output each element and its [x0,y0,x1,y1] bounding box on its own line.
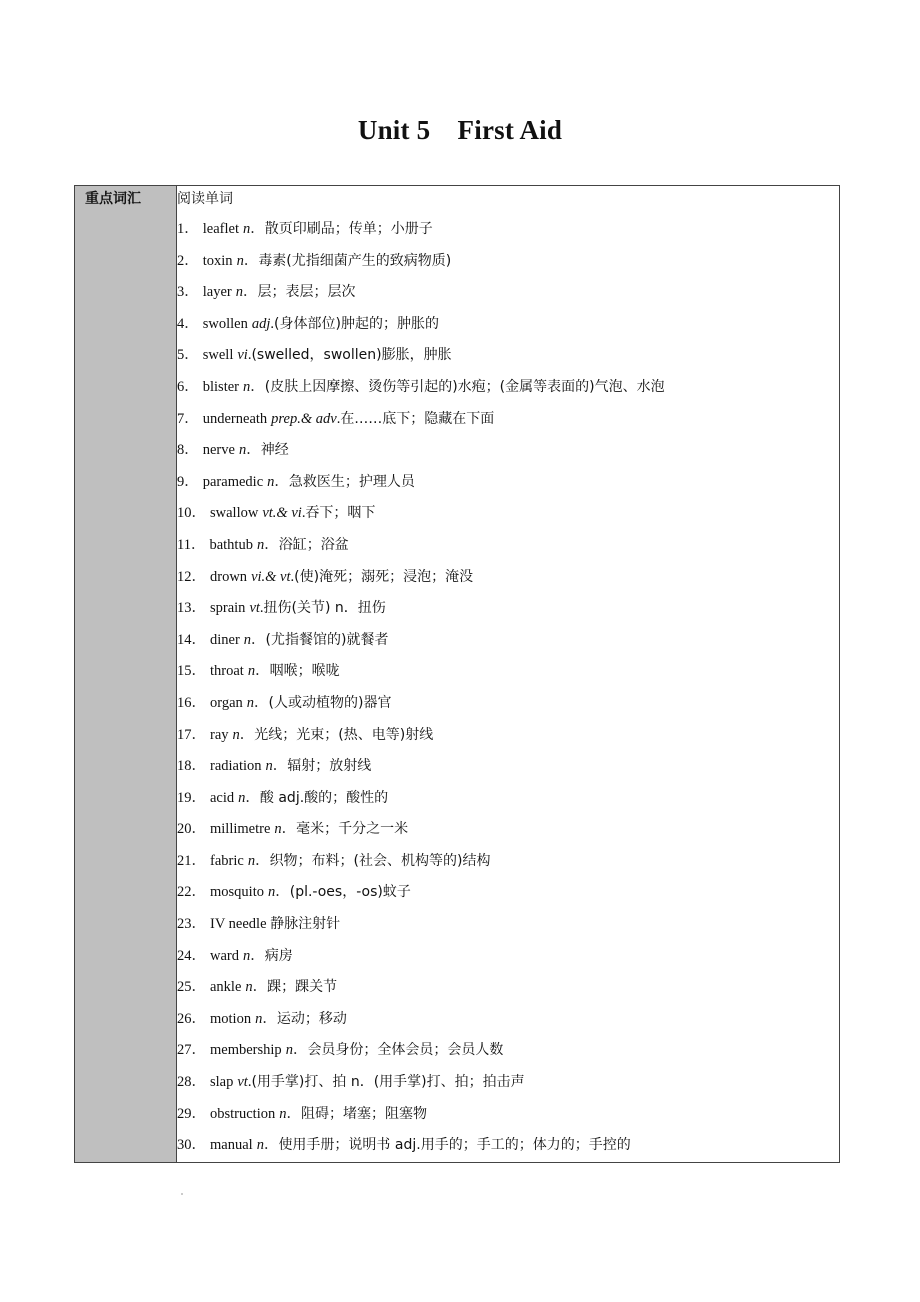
entry-gloss: (尤指餐馆的)就餐者 [265,631,389,648]
category-label: 重点词汇 [85,191,141,207]
entry-number: 24． [177,947,206,964]
vocab-entry [177,404,839,436]
entry-number: 9． [177,473,199,490]
entry-gloss: 酸 adj.酸的；酸性的 [259,789,389,806]
entry-number: 7． [177,410,199,427]
entry-word: sprain [210,600,246,617]
entry-gloss: 光线；光束；(热、电等)射线 [254,726,434,743]
entry-pos: vt.& vi [262,505,302,522]
entry-number: 11． [177,536,206,553]
entry-number: 28． [177,1074,206,1091]
entry-gloss: 会员身份；全体会员；会员人数 [307,1042,504,1059]
entry-number: 2． [177,252,199,269]
entry-word: acid [210,789,235,806]
entry-pos: n [274,821,282,838]
entry-gloss: 毫米；千分之一米 [296,821,409,838]
entry-number: 25． [177,979,206,996]
entry-number: 26． [177,1010,206,1027]
entry-word: ray [210,726,229,743]
entry-separator: ． [251,631,266,648]
entry-pos: n [246,694,255,711]
vocab-entry [177,625,839,657]
entry-pos: n [265,758,273,775]
stray-mark [181,1193,183,1195]
vocabulary-table [74,185,840,1163]
entry-gloss: 静脉注射针 [270,916,341,933]
entry-word: underneath [202,410,268,427]
entry-gloss: (人或动植物的)器官 [268,694,392,711]
entry-pos: n [243,378,251,395]
entry-word: leaflet [202,221,239,237]
entry-separator: ． [243,252,259,269]
entry-number: 13． [177,600,206,617]
entry-pos: n [256,536,265,553]
entry-pos: n [247,852,256,869]
entry-gloss: 使用手册；说明书 adj.用手的；手工的；体力的；手控的 [278,1137,631,1154]
entry-pos: n [238,442,247,459]
entry-number: 29． [177,1105,206,1122]
vocab-entry [177,372,839,404]
entry-word: ward [210,947,239,964]
entry-separator: ． [242,284,258,301]
entry-word: nerve [202,442,235,459]
entry-number: 27． [177,1042,206,1059]
vocab-entry [177,1067,839,1099]
entry-gloss: 在……底下；隐藏在下面 [340,410,495,427]
entry-separator: ． [252,979,268,996]
entry-separator: ． [239,726,255,743]
content-cell [177,186,840,1163]
entry-pos: n [235,284,243,301]
entry-gloss: 吞下；咽下 [305,505,376,522]
vocabulary-row [75,186,840,1163]
entry-pos: adj [251,315,271,332]
entry-number: 1． [177,221,199,237]
entry-pos: n [285,1042,293,1059]
entry-word: blister [202,378,239,395]
entry-gloss: 毒素(尤指细菌产生的致病物质) [258,252,452,269]
vocab-entry [177,1130,839,1162]
entry-word: ankle [210,979,242,996]
entry-gloss: 扭伤(关节) n．扭伤 [263,600,386,617]
entry-separator: ． [250,947,265,964]
entry-word: drown [210,568,248,585]
entry-pos: n [247,663,256,680]
entry-separator: ． [255,663,270,680]
entry-separator: . [290,568,295,585]
entry-gloss: 浴缸；浴盆 [278,536,349,553]
entry-separator: ． [292,1042,308,1059]
entry-number: 17． [177,726,206,743]
entry-gloss: 散页印刷品；传单；小册子 [264,221,433,237]
vocab-entry [177,814,839,846]
entry-pos: n [232,726,240,743]
vocab-entry [177,593,839,625]
entry-pos: vi [237,347,248,364]
entry-separator: ． [246,442,261,459]
entry-word: bathtub [209,536,253,553]
vocab-entry [177,309,839,341]
entry-word: swollen [202,315,248,332]
vocab-entry [177,656,839,688]
entry-number: 20． [177,821,206,838]
entry-number: 4． [177,315,199,332]
vocab-entry [177,751,839,783]
entry-separator: . [247,1074,252,1091]
entry-number: 19． [177,789,206,806]
entry-word: radiation [210,758,262,775]
entry-word: organ [210,694,243,711]
vocab-entry [177,498,839,530]
entry-gloss: 病房 [264,947,293,964]
entry-separator: ． [274,473,289,490]
entry-gloss: (用手掌)打、拍 n．(用手掌)打、拍；拍击声 [251,1074,525,1091]
entry-word: swell [202,347,234,364]
entry-gloss: 辐射；放射线 [287,758,372,775]
entry-word: mosquito [210,884,264,901]
entry-word: layer [202,284,232,301]
entry-separator: ． [275,884,290,901]
vocabulary-list [177,214,839,1162]
entry-separator: ． [245,789,260,806]
vocab-entry [177,720,839,752]
entry-separator: ． [250,221,265,237]
entry-gloss: (使)淹死；溺死；浸泡；淹没 [294,568,474,585]
vocab-entry [177,783,839,815]
vocab-entry [177,435,839,467]
entry-number: 8． [177,442,199,459]
entry-number: 5． [177,347,199,364]
entry-pos: n [243,631,252,648]
entry-word: toxin [202,252,233,269]
entry-word: paramedic [202,473,264,490]
vocab-entry [177,246,839,278]
entry-number: 12． [177,568,206,585]
entry-number: 30． [177,1137,206,1154]
entry-separator: ． [264,536,279,553]
entry-separator: ． [250,378,265,395]
entry-word: millimetre [210,821,271,838]
entry-gloss: 踝；踝关节 [267,979,338,996]
entry-gloss: (身体部位)肿起的；肿胀的 [274,315,439,332]
vocab-entry [177,877,839,909]
entry-word: throat [210,663,244,680]
entry-separator: ． [281,821,297,838]
entry-pos: vt [249,600,260,617]
entry-word: manual [210,1137,253,1154]
entry-word: motion [210,1010,252,1027]
entry-number: 23． [177,916,206,933]
entry-number: 18． [177,758,206,775]
entry-gloss: 急救医生；护理人员 [288,473,415,490]
vocab-entry [177,972,839,1004]
entry-gloss: 织物；布料；(社会、机构等的)结构 [269,852,491,869]
vocab-entry [177,340,839,372]
entry-pos: vi.& vt [251,568,291,585]
entry-word: obstruction [210,1105,276,1122]
entry-gloss: 阻碍；堵塞；阻塞物 [301,1105,427,1122]
entry-pos: n [279,1105,287,1122]
entry-separator: . [247,347,252,364]
entry-pos: n [236,252,244,269]
vocab-entry [177,214,839,246]
entry-separator: ． [254,694,269,711]
entry-separator: ． [263,1137,279,1154]
entry-pos: n [267,884,276,901]
entry-pos: n [255,1010,263,1027]
entry-number: 15． [177,663,206,680]
vocab-entry [177,1035,839,1067]
entry-number: 10． [177,505,206,522]
entry-pos: prep.& adv [271,410,337,427]
entry-word: diner [210,631,240,648]
entry-separator: ． [255,852,270,869]
entry-gloss: 层；表层；层次 [257,284,356,301]
entry-separator: . [270,315,275,332]
entry-word: fabric [210,852,244,869]
entry-gloss: (pl.-oes，-os)蚊子 [289,884,411,901]
entry-number: 21． [177,852,206,869]
entry-number: 6． [177,378,199,395]
entry-word: swallow [210,505,259,522]
entry-number: 22． [177,884,206,901]
entry-separator: ． [286,1105,301,1122]
entry-pos: n [256,1137,264,1154]
entry-gloss: (皮肤上因摩擦、烫伤等引起的)水疱；(金属等表面的)气泡、水泡 [264,378,665,395]
vocab-entry [177,941,839,973]
vocab-entry [177,909,839,941]
entry-gloss: 神经 [260,442,289,459]
entry-pos: n [245,979,253,996]
vocab-entry [177,467,839,499]
entry-separator: . [259,600,264,617]
entry-separator: ． [262,1010,277,1027]
entry-pos: n [243,947,251,964]
vocab-entry [177,1099,839,1131]
vocab-entry [177,530,839,562]
entry-separator: . [301,505,306,522]
entry-number: 3． [177,284,199,301]
entry-pos: vt [237,1074,248,1091]
entry-gloss: 运动；移动 [276,1010,347,1027]
entry-gloss: 咽喉；喉咙 [269,663,340,680]
entry-separator: . [336,410,341,427]
entry-pos: n [267,473,275,490]
page-title: Unit 5 First Aid [357,115,563,145]
section-heading: 阅读单词 [177,191,233,207]
entry-word: membership [210,1042,282,1059]
entry-pos: n [242,221,251,237]
entry-pos: n [238,789,246,806]
entry-word: slap [210,1074,234,1091]
vocab-entry [177,846,839,878]
vocab-entry [177,277,839,309]
entry-word: IV needle [210,916,267,933]
entry-number: 14． [177,631,206,648]
vocab-entry [177,562,839,594]
entry-gloss: (swelled，swollen)膨胀，肿胀 [251,347,452,364]
vocab-entry [177,688,839,720]
vocab-entry [177,1004,839,1036]
category-cell [75,186,177,1163]
entry-separator: ． [272,758,288,775]
entry-number: 16． [177,694,206,711]
